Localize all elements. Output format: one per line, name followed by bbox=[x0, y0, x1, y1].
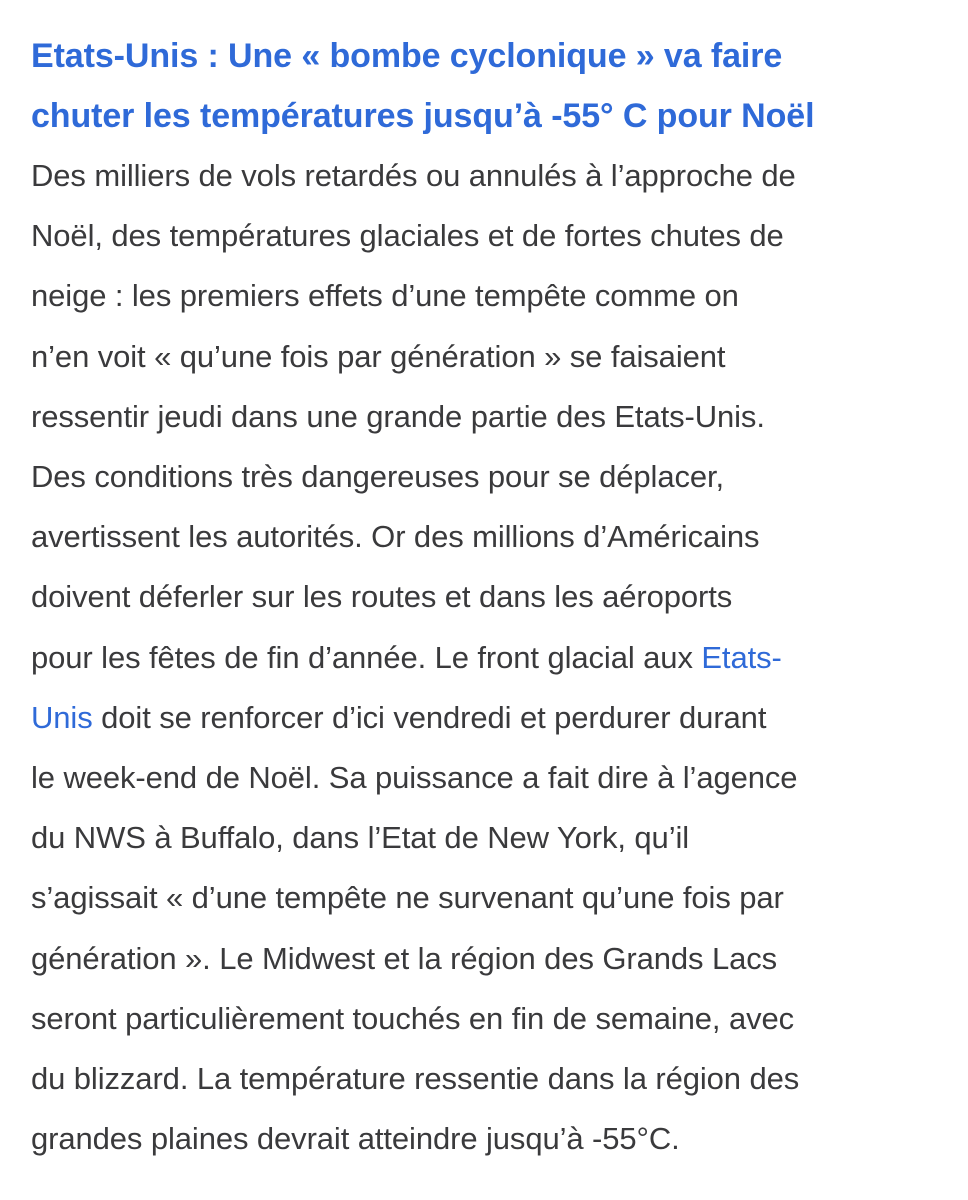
article bbox=[31, 26, 951, 1169]
etats-unis-link[interactable]: Unis bbox=[31, 699, 93, 735]
body-line: le week-end de Noël. Sa puissance a fait dire à l’agence bbox=[31, 760, 798, 796]
body-line: génération ». Le Midwest et la région des Grands Lacs bbox=[31, 940, 778, 976]
body-line: n’en voit « qu’une fois par génération » se faisaient bbox=[31, 338, 726, 374]
body-line-with-link bbox=[31, 628, 951, 688]
headline-line[interactable]: Etats-Unis : Une « bombe cyclonique » va faire bbox=[31, 37, 783, 75]
etats-unis-link[interactable]: Etats- bbox=[701, 639, 782, 675]
body-line: avertissent les autorités. Or des millions d’Américains bbox=[31, 519, 760, 555]
body-line: Noël, des températures glaciales et de fortes chutes de bbox=[31, 218, 784, 254]
body-line: s’agissait « d’une tempête ne survenant qu’une fois par bbox=[31, 880, 784, 916]
body-line: seront particulièrement touchés en fin de semaine, avec bbox=[31, 1000, 795, 1036]
body-line: Des milliers de vols retardés ou annulés à l’approche de bbox=[31, 158, 796, 193]
body-line-text: doit se renforcer d’ici vendredi et perdurer durant bbox=[92, 699, 767, 735]
body-line: grandes plaines devrait atteindre jusqu’à -55°C. bbox=[31, 1121, 680, 1157]
article-headline[interactable] bbox=[31, 26, 951, 146]
body-line: ressentir jeudi dans une grande partie des Etats-Unis. bbox=[31, 398, 765, 434]
body-line: du NWS à Buffalo, dans l’Etat de New York, qu’il bbox=[31, 820, 690, 856]
body-line: neige : les premiers effets d’une tempête comme on bbox=[31, 278, 739, 314]
headline-line[interactable]: chuter les températures jusqu’à -55° C pour Noël bbox=[31, 97, 815, 135]
body-line: du blizzard. La température ressentie dans la région des bbox=[31, 1061, 800, 1097]
body-line-with-link bbox=[31, 688, 951, 748]
body-line: Des conditions très dangereuses pour se déplacer, bbox=[31, 459, 725, 495]
body-line: doivent déferler sur les routes et dans les aéroports bbox=[31, 579, 733, 615]
article-body bbox=[31, 146, 951, 1169]
body-line-text: pour les fêtes de fin d’année. Le front glacial aux bbox=[31, 639, 702, 675]
